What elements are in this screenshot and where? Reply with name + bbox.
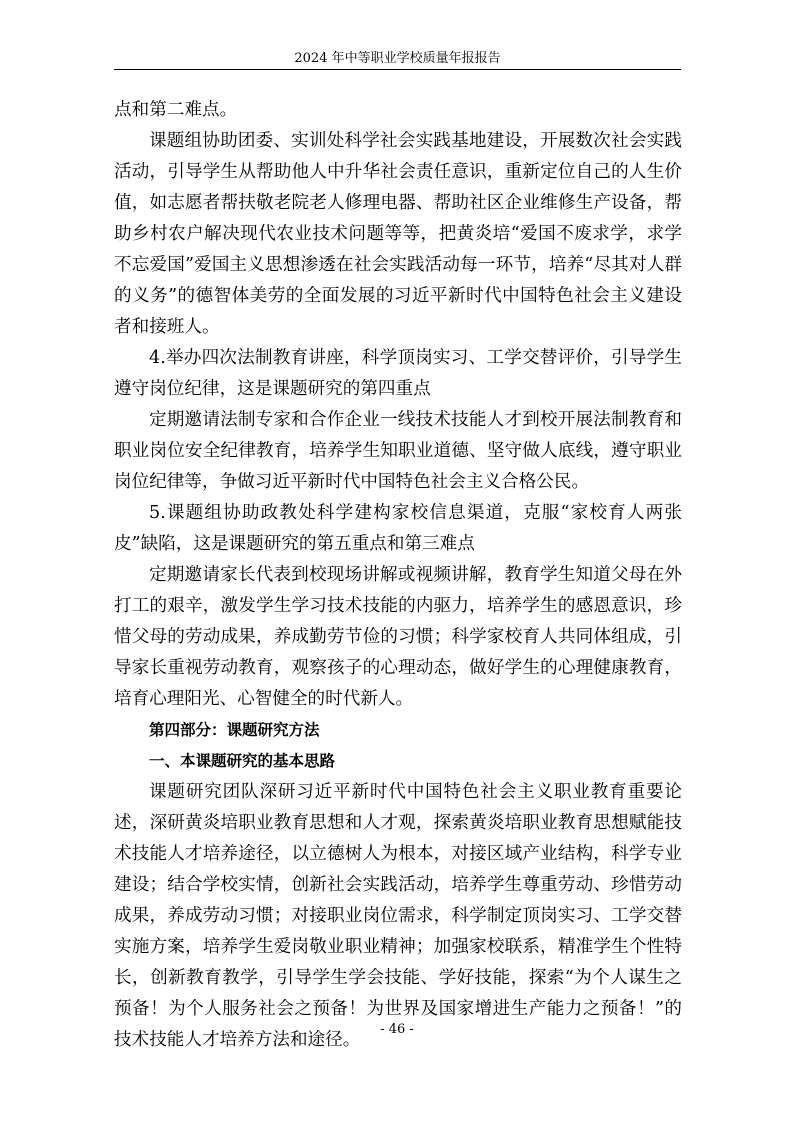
header-rule: [114, 69, 681, 70]
body-text: [114, 95, 682, 1056]
paragraph: 课题组协助团委、实训处科学社会实践基地建设，开展数次社会实践活动，引导学生从帮助他人中升华社会责任意识，重新定位自己的人生价值，如志愿者帮扶敬老院老人修理电器、帮助社区企业维修生产设备，帮助乡村农户解决现代农业技术问题等等，把黄炎培“爱国不废求学，求学不忘爱国”爱国主义思想渗透在社会实践活动每一环节，培养“尽其对人群的义务”的德智体美劳的全面发展的习近平新时代中国特色社会主义建设者和接班人。: [114, 131, 682, 337]
numbered-heading: 4.举办四次法制教育讲座，科学顶岗实习、工学交替评价，引导学生遵守岗位纪律，这是课题研究的第四重点: [114, 348, 682, 399]
page-number: - 46 -: [380, 1022, 414, 1037]
paragraph: 点和第二难点。: [114, 100, 238, 120]
paragraph: 课题研究团队深研习近平新时代中国特色社会主义职业教育重要论述，深研黄炎培职业教育思想和人才观，探索黄炎培职业教育思想赋能技术技能人才培养途径，以立德树人为根本，对接区域产业结构，科学专业建设；结合学校实情，创新社会实践活动，培养学生尊重劳动、珍惜劳动成果，养成劳动习惯；对接职业岗位需求，科学制定顶岗实习、工学交替实施方案，培养学生爱岗敬业职业精神；加强家校联系，精准学生个性特长，创新教育教学，引导学生学会技能、学好技能，探索“为个人谋生之预备！为个人服务社会之预备！为世界及国家增进生产能力之预备！”的技术技能人才培养方法和途径。: [114, 782, 682, 1050]
running-header: 2024 年中等职业学校质量年报报告: [294, 51, 501, 66]
section-heading: 第四部分：课题研究方法: [149, 721, 320, 739]
numbered-heading: 5.课题组协助政教处科学建构家校信息渠道，克服“家校育人两张皮”缺陷，这是课题研究的第五重点和第三难点: [114, 503, 682, 554]
subsection-heading: 一、本课题研究的基本思路: [149, 752, 336, 770]
paragraph: 定期邀请家长代表到校现场讲解或视频讲解，教育学生知道父母在外打工的艰辛，激发学生学习技术技能的内驱力，培养学生的感恩意识，珍惜父母的劳动成果，养成勤劳节俭的习惯；科学家校育人共同体组成，引导家长重视劳动教育，观察孩子的心理动态，做好学生的心理健康教育，培育心理阳光、心智健全的时代新人。: [114, 565, 682, 709]
paragraph: 定期邀请法制专家和合作企业一线技术技能人才到校开展法制教育和职业岗位安全纪律教育，培养学生知职业道德、坚守做人底线，遵守职业岗位纪律等，争做习近平新时代中国特色社会主义合格公民。: [114, 410, 682, 492]
